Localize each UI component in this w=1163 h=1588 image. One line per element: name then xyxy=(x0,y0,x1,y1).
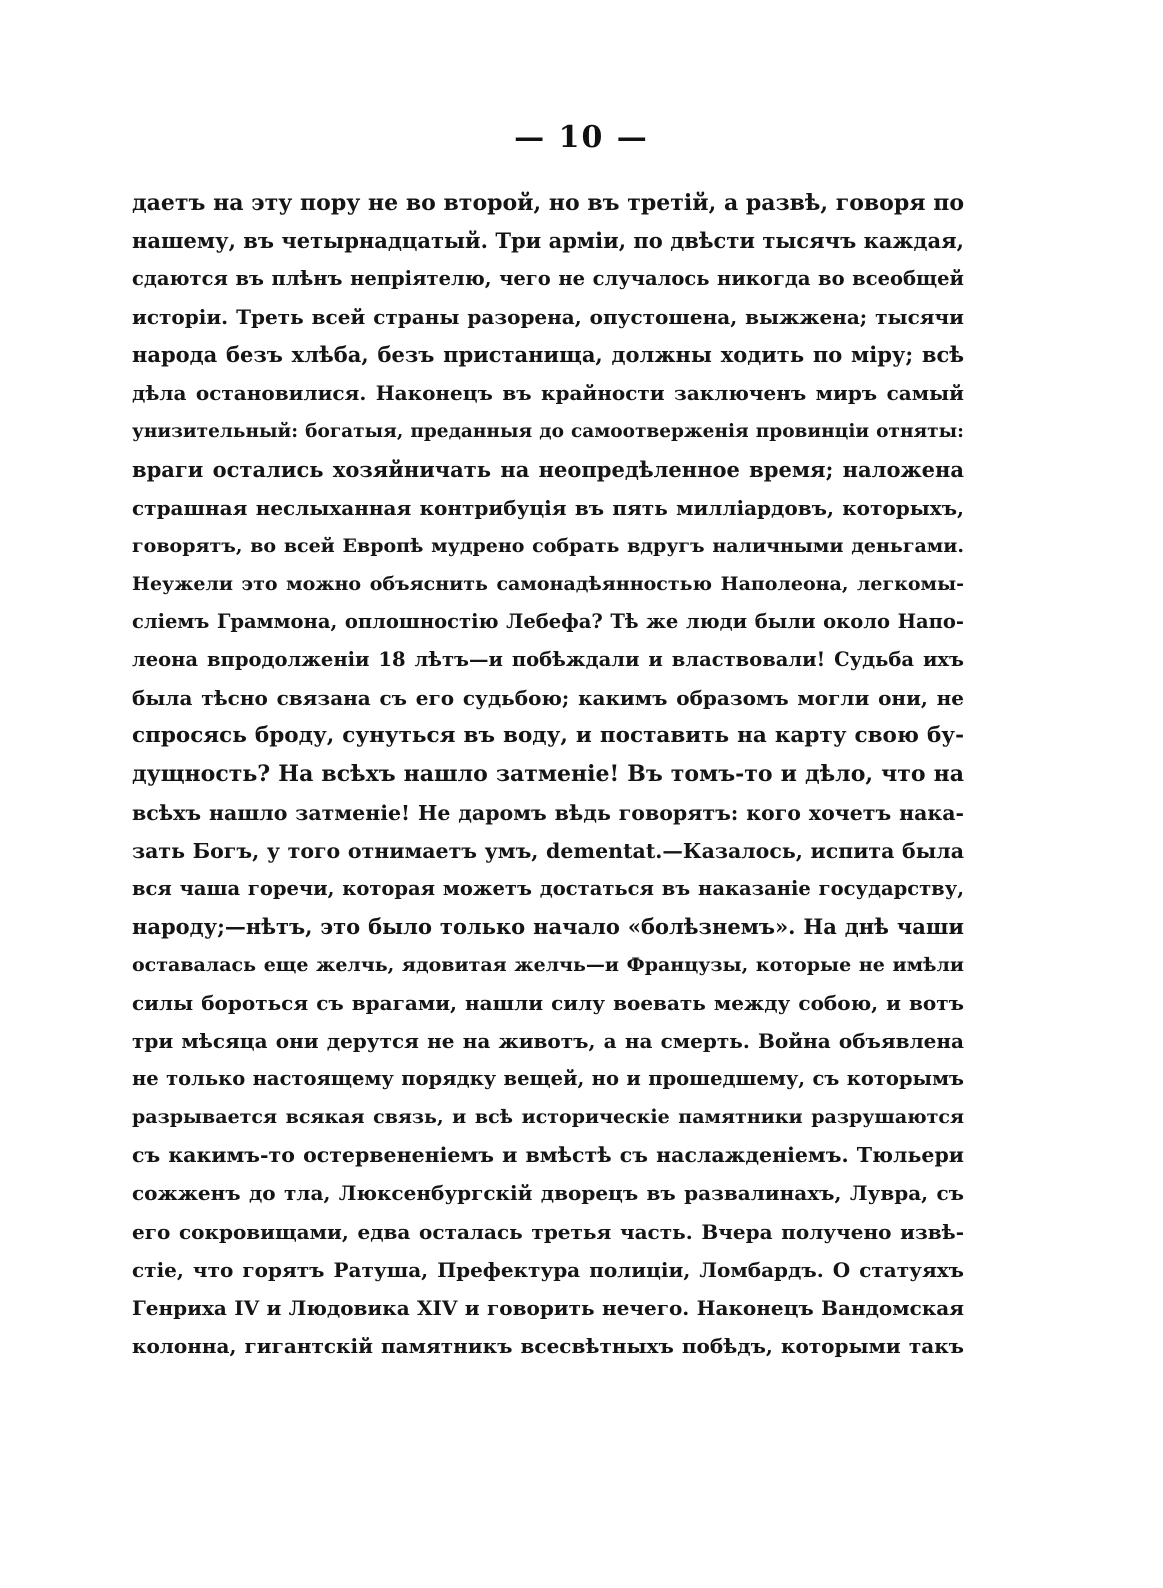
text-line: зать Богъ, у того отнимаетъ умъ, dementat.—Казалось, испита была xyxy=(132,838,964,863)
text-line: дѣла остановилися. Наконецъ въ крайности заключенъ миръ самый xyxy=(132,381,964,406)
text-line: народу;—нѣтъ, это было только начало «болѣзнемъ». На днѣ чаши xyxy=(132,913,964,939)
text-line: говорятъ, во всей Европѣ мудрено собрать вдругъ наличными деньгами. xyxy=(132,534,964,557)
text-line: оставалась еще желчь, ядовитая желчь—и Французы, которые не имѣли xyxy=(132,953,964,976)
text-line: Генриха IV и Людовика XIV и говорить нечего. Наконецъ Вандомская xyxy=(132,1295,964,1320)
text-line: была тѣсно связана съ его судьбою; какимъ образомъ могли они, не xyxy=(132,686,964,711)
text-line: унизительный: богатыя, преданныя до самоотверженія провинціи отняты: xyxy=(132,420,964,442)
text-line: вся чаша горечи, которая можетъ достаться въ наказаніе государству, xyxy=(132,876,964,900)
text-line: Неужели это можно объяснить самонадѣянностью Наполеона, легкомы- xyxy=(132,572,964,595)
text-line: враги остались хозяйничать на неопредѣленное время; наложена xyxy=(132,456,964,482)
text-line: спросясь броду, сунуться въ воду, и поставить на карту свою бу- xyxy=(132,723,964,749)
text-line: силы бороться съ врагами, нашли силу воевать между собою, и вотъ xyxy=(132,990,964,1015)
text-line: даетъ на эту пору не во второй, но въ третій, а развѣ, говоря по xyxy=(132,190,964,216)
text-line: леона впродолженіи 18 лѣтъ—и побѣждали и властвовали! Судьба ихъ xyxy=(132,648,964,672)
text-line: три мѣсяца они дерутся не на животъ, а на смерть. Война объявлена xyxy=(132,1029,964,1054)
text-line: его сокровищами, едва осталась третья часть. Вчера получено извѣ- xyxy=(132,1219,964,1244)
text-line: исторіи. Треть всей страны разорена, опустошена, выжжена; тысячи xyxy=(132,305,964,330)
text-line: колонна, гигантскій памятникъ всесвѣтныхъ побѣдъ, которыми такъ xyxy=(132,1333,964,1358)
text-line: не только настоящему порядку вещей, но и прошедшему, съ которымъ xyxy=(132,1067,964,1091)
text-line: сожженъ до тла, Люксенбургскій дворецъ въ развалинахъ, Лувра, съ xyxy=(132,1181,964,1206)
text-line: сліемъ Граммона, оплошностію Лебефа? Тѣ же люди были около Напо- xyxy=(132,610,964,634)
text-line: разрывается всякая связь, и всѣ историческіе памятники разрушаются xyxy=(132,1106,964,1129)
text-line: дущность? На всѣхъ нашло затменіе! Въ томъ-то и дѣло, что на xyxy=(132,761,964,788)
text-line: стіе, что горятъ Ратуша, Префектура полиціи, Ломбардъ. О статуяхъ xyxy=(132,1257,964,1282)
text-line: нашему, въ четырнадцатый. Три арміи, по двѣсти тысячъ каждая, xyxy=(132,228,964,254)
text-line: всѣхъ нашло затменіе! Не даромъ вѣдь говорятъ: кого хочетъ нака- xyxy=(132,800,964,825)
page-body-text xyxy=(132,184,964,1365)
text-line: сдаются въ плѣнъ непріятелю, чего не случалось никогда во всеобщей xyxy=(132,267,964,291)
text-line: съ какимъ-то остервененіемъ и вмѣстѣ съ наслажденіемъ. Тюльери xyxy=(132,1143,964,1168)
page-number: — 10 — xyxy=(514,120,649,155)
text-line: народа безъ хлѣба, безъ пристанища, должны ходить по міру; всѣ xyxy=(132,342,964,368)
text-line: страшная неслыханная контрибуція въ пять милліардовъ, которыхъ, xyxy=(132,495,964,520)
